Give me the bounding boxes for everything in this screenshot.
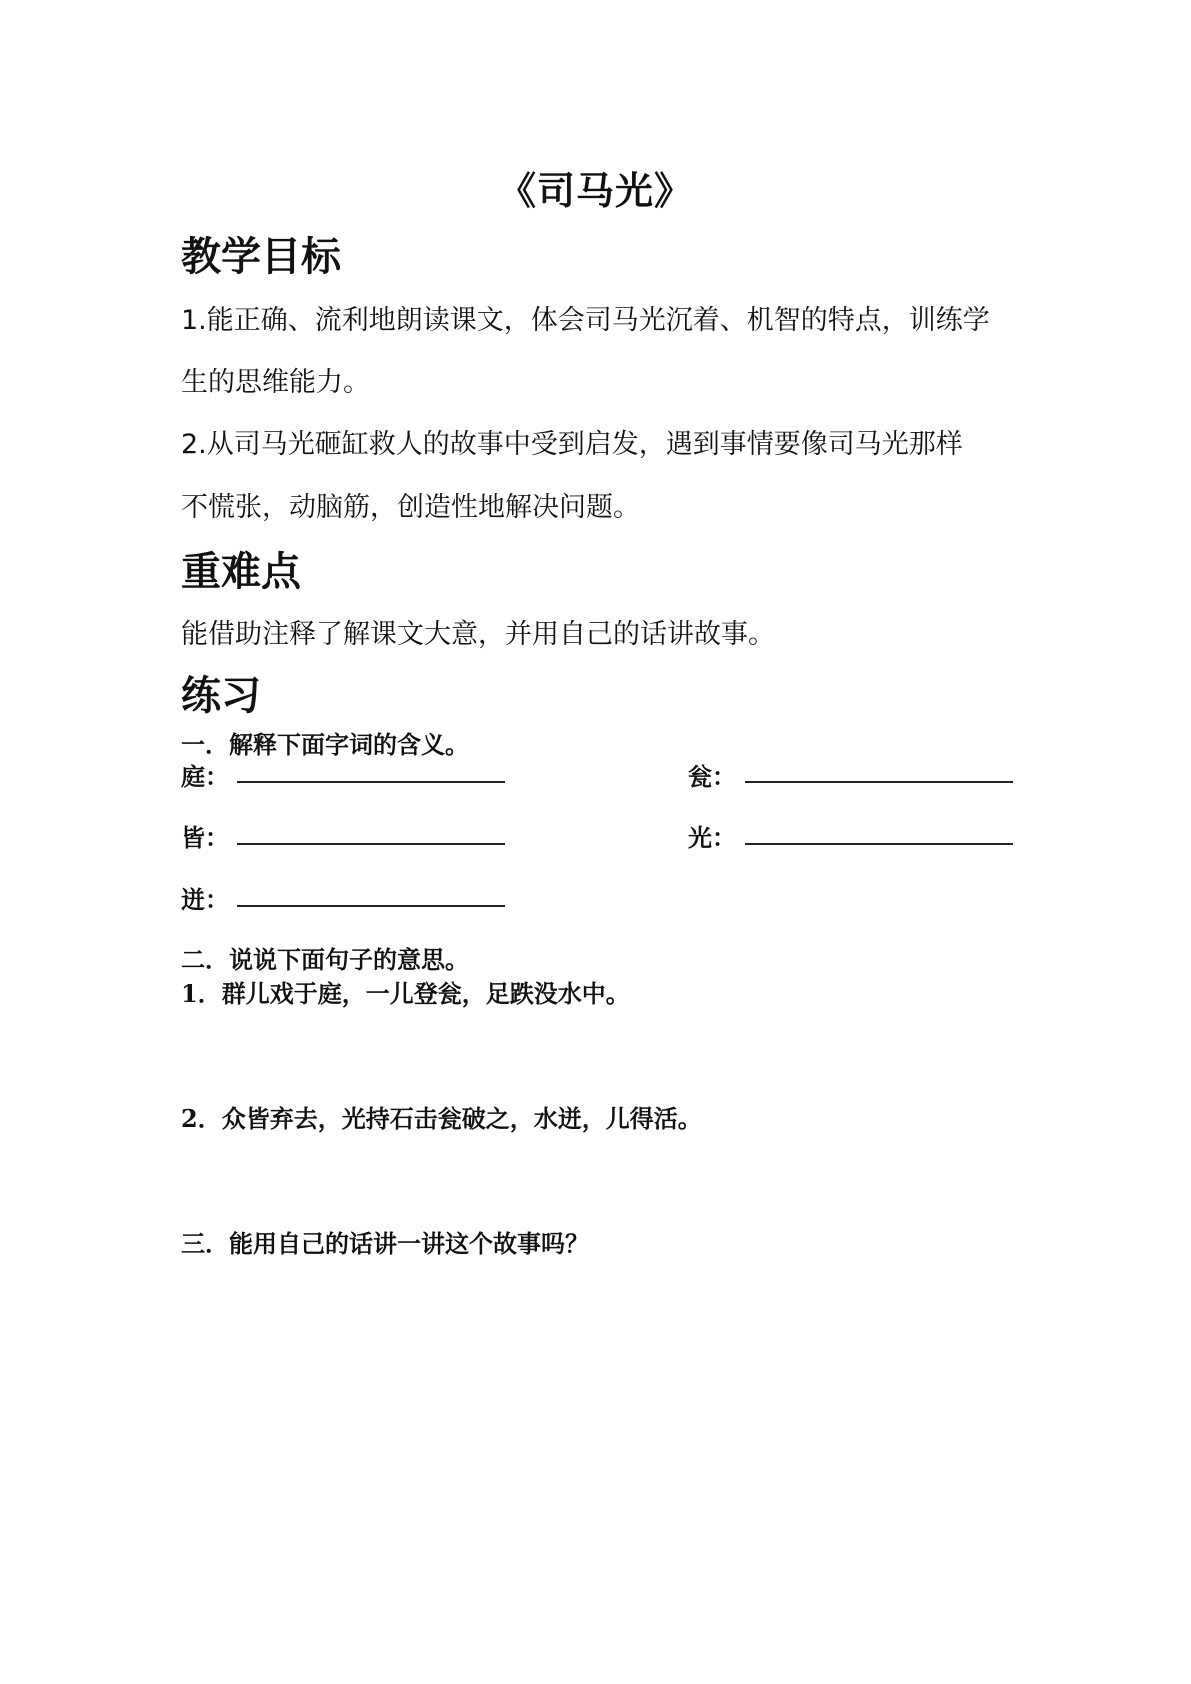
heading-key-points: 重难点 bbox=[181, 549, 301, 595]
exercise-part2-title: 二．说说下面句子的意思。 bbox=[181, 945, 469, 974]
answer-line-weng bbox=[745, 781, 1013, 783]
word-label-beng: 迸： bbox=[181, 885, 229, 914]
heading-exercises: 练习 bbox=[181, 673, 261, 719]
sentence-2: 2．众皆弃去，光持石击瓮破之，水迸，儿得活。 bbox=[181, 1104, 702, 1133]
word-label-guang: 光： bbox=[688, 823, 736, 852]
word-label-jie: 皆： bbox=[181, 823, 229, 852]
answer-line-beng bbox=[237, 905, 505, 907]
goal-line-3: 2.从司马光砸缸救人的故事中受到启发，遇到事情要像司马光那样 bbox=[181, 429, 963, 460]
answer-line-jie bbox=[237, 843, 505, 845]
heading-teaching-goals: 教学目标 bbox=[181, 234, 341, 280]
exercise-part1-title: 一．解释下面字词的含义。 bbox=[181, 730, 469, 759]
document-title: 《司马光》 bbox=[497, 169, 693, 213]
goal-line-1: 1.能正确、流利地朗读课文，体会司马光沉着、机智的特点，训练学 bbox=[181, 305, 990, 336]
word-label-weng: 瓮： bbox=[688, 762, 736, 791]
exercise-part3-title: 三．能用自己的话讲一讲这个故事吗？ bbox=[181, 1229, 589, 1258]
word-label-ting: 庭： bbox=[181, 762, 229, 791]
goal-line-2: 生的思维能力。 bbox=[181, 367, 370, 398]
goal-line-4: 不慌张，动脑筋，创造性地解决问题。 bbox=[181, 492, 640, 523]
answer-line-guang bbox=[745, 843, 1013, 845]
key-points-text: 能借助注释了解课文大意，并用自己的话讲故事。 bbox=[181, 619, 775, 650]
answer-line-ting bbox=[237, 781, 505, 783]
sentence-1: 1．群儿戏于庭，一儿登瓮，足跌没水中。 bbox=[181, 979, 630, 1008]
